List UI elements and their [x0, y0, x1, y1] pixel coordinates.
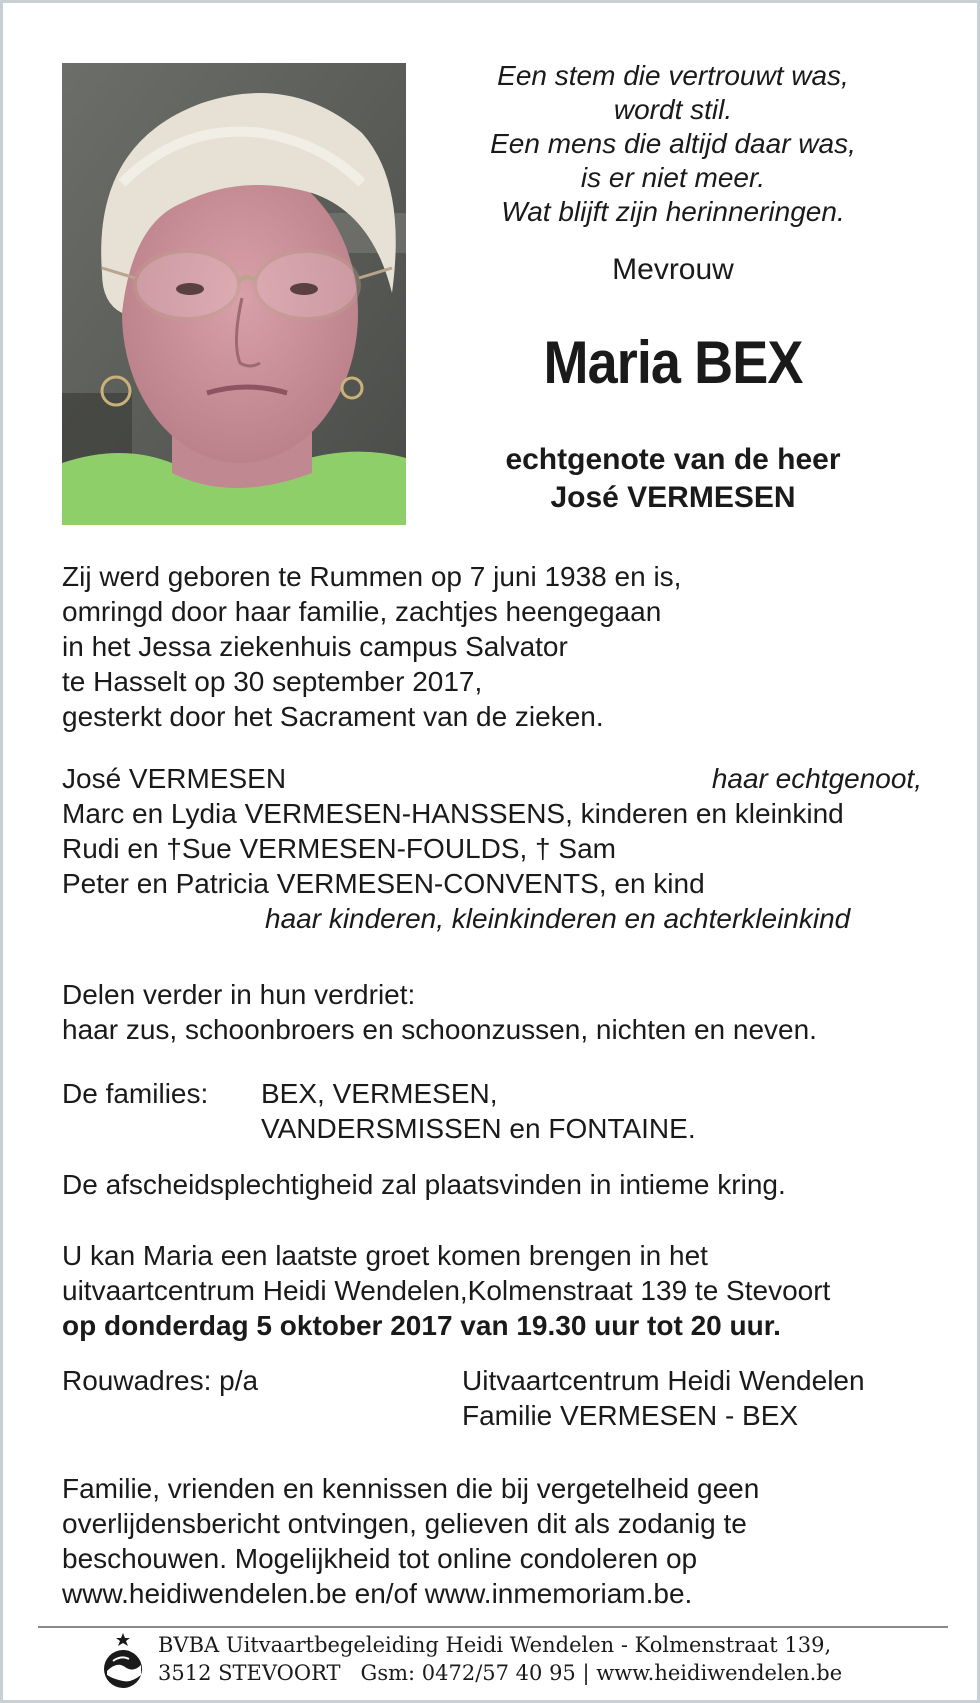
funeral-home-logo-icon [99, 1631, 147, 1691]
closing-line: www.heidiwendelen.be en/of www.inmemoriam.be. [62, 1578, 693, 1609]
families-label: De families: [62, 1078, 209, 1109]
grief-line: Delen verder in hun verdriet: [62, 979, 416, 1010]
address-label: Rouwadres: p/a [62, 1365, 259, 1396]
poem-line: Wat blijft zijn herinneringen. [501, 196, 845, 227]
birth-line: omringd door haar familie, zachtjes heengegaan [62, 596, 662, 627]
footer-line-1: BVBA Uitvaartbegeleiding Heidi Wendelen - Kolmenstraat 139, [158, 1633, 832, 1657]
family-member: Peter en Patricia VERMESEN-CONVENTS, en kind [62, 868, 705, 899]
poem-line: wordt stil. [613, 94, 733, 125]
families-line: BEX, VERMESEN, [261, 1078, 498, 1109]
family-row [62, 831, 922, 866]
grief-line: haar zus, schoonbroers en schoonzussen, nichten en neven. [62, 1014, 817, 1045]
family-member: Rudi en †Sue VERMESEN-FOULDS, † Sam [62, 833, 616, 864]
ceremony-text: De afscheidsplechtigheid zal plaatsvinden in intieme kring. [62, 1169, 786, 1200]
children-role: haar kinderen, kleinkinderen en achterkleinkind [265, 903, 851, 934]
family-row-husband [62, 761, 922, 796]
husband-role: haar echtgenoot, [711, 763, 922, 794]
spouse-block [443, 441, 903, 517]
poem-line: Een stem die vertrouwt was, [497, 60, 849, 91]
visit-date: op donderdag 5 oktober 2017 van 19.30 uur tot 20 uur. [62, 1310, 781, 1341]
birth-paragraph [62, 559, 681, 734]
family-row-role [62, 901, 922, 936]
family-row [62, 866, 922, 901]
closing-line: overlijdensbericht ontvingen, gelieven dit als zodanig te [62, 1508, 747, 1539]
birth-line: Zij werd geboren te Rummen op 7 juni 1938 en is, [62, 561, 682, 592]
footer-divider [38, 1626, 948, 1628]
husband-name: José VERMESEN [62, 763, 287, 794]
visit-line: uitvaartcentrum Heidi Wendelen,Kolmenstraat 139 te Stevoort [62, 1275, 831, 1306]
poem [443, 59, 903, 229]
portrait-illustration [62, 63, 406, 525]
birth-line: in het Jessa ziekenhuis campus Salvator [62, 631, 568, 662]
closing-paragraph [62, 1471, 759, 1611]
visit-line: U kan Maria een laatste groet komen brengen in het [62, 1240, 708, 1271]
family-row [62, 796, 922, 831]
families-line: VANDERSMISSEN en FONTAINE. [261, 1113, 696, 1144]
address-values [462, 1363, 865, 1433]
family-list [62, 761, 922, 936]
closing-line: beschouwen. Mogelijkheid tot online condoleren op [62, 1543, 698, 1574]
closing-line: Familie, vrienden en kennissen die bij vergetelheid geen [62, 1473, 760, 1504]
portrait-photo [62, 63, 406, 525]
grief-paragraph [62, 977, 817, 1047]
birth-line: te Hasselt op 30 september 2017, [62, 666, 483, 697]
address-line: Uitvaartcentrum Heidi Wendelen [462, 1365, 865, 1396]
poem-line: is er niet meer. [580, 162, 766, 193]
address-line: Familie VERMESEN - BEX [462, 1400, 799, 1431]
family-member: Marc en Lydia VERMESEN-HANSSENS, kinderen en kleinkind [62, 798, 844, 829]
spouse-line-1: echtgenote van de heer [505, 443, 841, 476]
salutation: Mevrouw [612, 253, 734, 286]
deceased-name: Maria BEX [543, 329, 803, 396]
spouse-line-2: José VERMESEN [550, 481, 796, 514]
visit-paragraph [62, 1238, 830, 1343]
poem-line: Een mens die altijd daar was, [490, 128, 856, 159]
footer-line-2: 3512 STEVOORT Gsm: 0472/57 40 95 | www.heidiwendelen.be [158, 1661, 843, 1685]
birth-line: gesterkt door het Sacrament van de zieken. [62, 701, 604, 732]
families-values [261, 1076, 696, 1146]
footer-text [158, 1631, 842, 1687]
